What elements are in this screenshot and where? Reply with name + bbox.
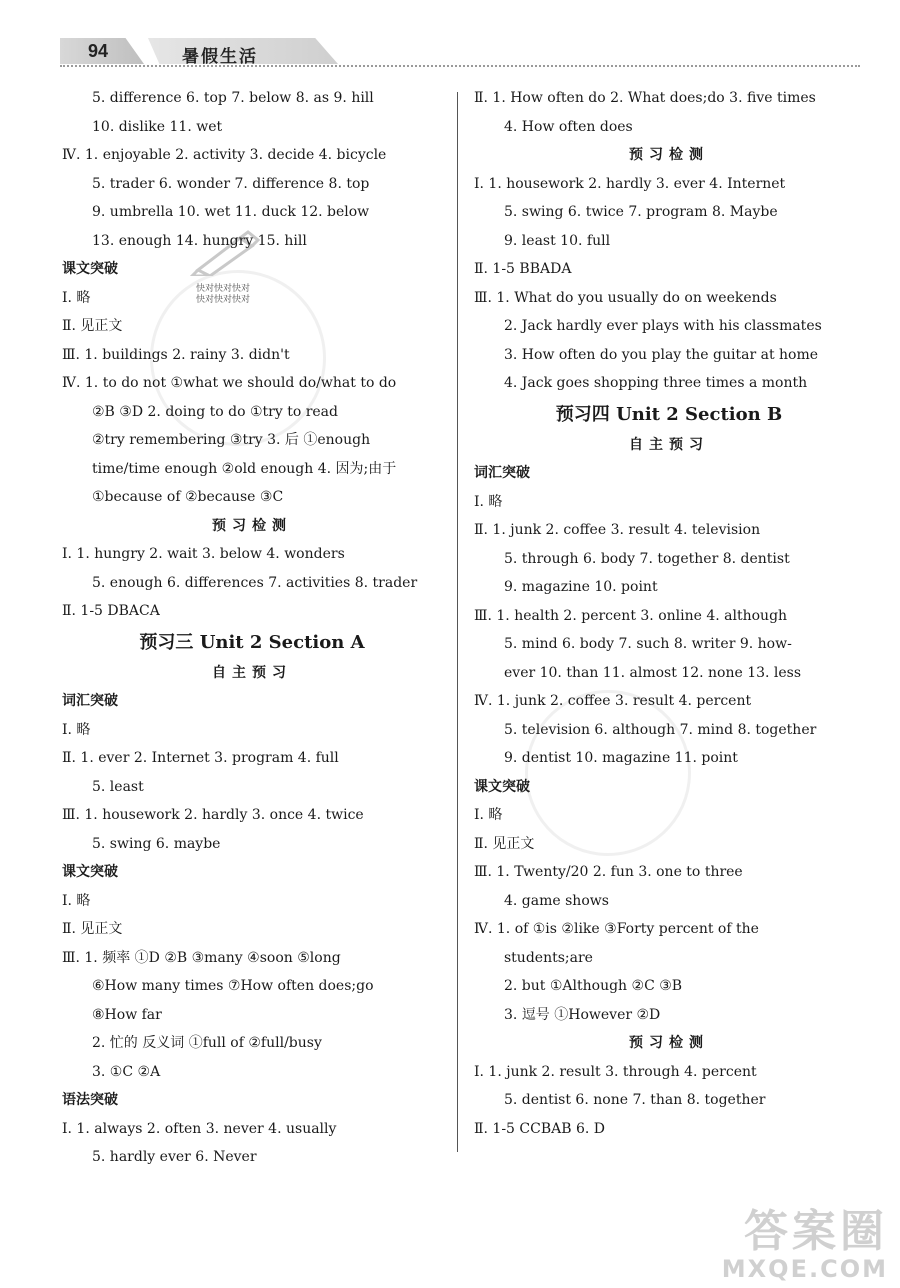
page-number: 94 <box>88 41 109 61</box>
subsection-heading: 预习检测 <box>212 517 292 534</box>
answer-line: Ⅱ. 1. ever 2. Internet 3. program 4. full <box>62 750 339 766</box>
answer-line: Ⅱ. 1. junk 2. coffee 3. result 4. television <box>474 522 761 538</box>
answer-line: Ⅲ. 1. 频率 ①D ②B ③many ④soon ⑤long <box>62 949 341 966</box>
answer-line: Ⅰ. 1. housework 2. hardly 3. ever 4. Internet <box>474 175 786 192</box>
answer-line: Ⅰ. 略 <box>474 493 503 510</box>
answer-line: 5. least <box>92 778 144 795</box>
answer-line: 13. enough 14. hungry 15. hill <box>92 232 307 249</box>
answer-line: Ⅲ. 1. What do you usually do on weekends <box>474 289 777 306</box>
answer-line: Ⅰ. 略 <box>62 721 91 738</box>
watermark-logo-text: 答案圈 <box>744 1206 888 1257</box>
answer-line: Ⅰ. 1. always 2. often 3. never 4. usually <box>62 1120 337 1137</box>
answer-line: Ⅳ. 1. junk 2. coffee 3. result 4. percent <box>474 693 752 709</box>
answer-line: Ⅳ. 1. to do not ①what we should do/what to do <box>62 375 397 391</box>
section-label: 课文突破 <box>474 778 530 795</box>
page-header <box>60 38 860 68</box>
answer-line: Ⅱ. 1-5 BBADA <box>474 261 572 277</box>
answer-line: ⑥How many times ⑦How often does;go <box>92 978 374 994</box>
answer-line: 2. but ①Although ②C ③B <box>504 978 683 994</box>
answer-line: ⑧How far <box>92 1006 162 1023</box>
site-watermark <box>722 1208 888 1282</box>
section-label: 词汇突破 <box>474 465 530 481</box>
answer-line: 4. Jack goes shopping three times a month <box>504 375 808 391</box>
section-label: 词汇突破 <box>62 693 118 709</box>
answer-line: time/time enough ②old enough 4. 因为;由于 <box>92 460 397 477</box>
unit-title: 预习三 Unit 2 Section A <box>139 631 365 653</box>
answer-line: Ⅳ. 1. enjoyable 2. activity 3. decide 4. bicycle <box>62 147 387 163</box>
answer-line: Ⅱ. 1-5 DBACA <box>62 603 160 619</box>
book-title: 暑假生活 <box>182 47 258 67</box>
subsection-heading: 自主预习 <box>629 436 709 453</box>
answer-line: 5. through 6. body 7. together 8. dentist <box>504 550 790 567</box>
answer-line: 9. umbrella 10. wet 11. duck 12. below <box>92 204 370 220</box>
answer-line: ever 10. than 11. almost 12. none 13. less <box>504 664 802 681</box>
right-column <box>474 84 864 1143</box>
section-label: 语法突破 <box>62 1092 118 1108</box>
answer-line: ②try remembering ③try 3. 后 ①enough <box>92 432 371 448</box>
unit-title: 预习四 Unit 2 Section B <box>555 403 783 425</box>
answer-line: 5. difference 6. top 7. below 8. as 9. hill <box>92 90 374 106</box>
answer-line: Ⅰ. 1. hungry 2. wait 3. below 4. wonders <box>62 546 345 562</box>
header-rule <box>60 65 860 67</box>
answer-line: 5. swing 6. maybe <box>92 835 221 852</box>
answer-line: Ⅱ. 1. How often do 2. What does;do 3. five times <box>474 90 816 106</box>
answer-line: Ⅰ. 略 <box>62 892 91 909</box>
subsection-heading: 预习检测 <box>629 1035 709 1051</box>
watermark-url: MXQE.COM <box>721 1255 888 1283</box>
answer-line: Ⅱ. 见正文 <box>62 318 123 334</box>
subsection-heading: 预习检测 <box>629 147 709 163</box>
answer-line: Ⅰ. 略 <box>474 807 503 823</box>
column-divider <box>457 92 458 1152</box>
answer-line: 3. How often do you play the guitar at home <box>504 346 819 363</box>
section-label: 课文突破 <box>62 261 118 277</box>
answer-line: 2. 忙的 反义词 ①full of ②full/busy <box>92 1035 322 1051</box>
answer-line: 4. How often does <box>504 118 633 135</box>
answer-line: 5. television 6. although 7. mind 8. together <box>504 721 817 738</box>
answer-line: Ⅲ. 1. Twenty/20 2. fun 3. one to three <box>474 864 743 880</box>
section-label: 课文突破 <box>62 864 118 880</box>
answer-line: 5. dentist 6. none 7. than 8. together <box>504 1092 766 1108</box>
answer-line: Ⅱ. 1-5 CCBAB 6. D <box>474 1120 606 1137</box>
subsection-heading: 自主预习 <box>212 664 292 681</box>
stamp-note-line: 快对快对快对 <box>196 295 251 305</box>
answer-line: Ⅰ. 略 <box>62 289 91 306</box>
answer-line: 9. dentist 10. magazine 11. point <box>504 750 738 766</box>
answer-line: 3. 逗号 ①However ②D <box>504 1006 661 1023</box>
left-column <box>62 84 442 1172</box>
answer-line: 9. magazine 10. point <box>504 579 658 595</box>
answer-line: 5. trader 6. wonder 7. difference 8. top <box>92 175 370 192</box>
answer-line: Ⅱ. 见正文 <box>62 921 123 937</box>
stamp-note-line: 快对快对快对 <box>196 284 251 294</box>
answer-line: 4. game shows <box>504 892 609 909</box>
answer-line: 9. least 10. full <box>504 232 611 249</box>
answer-line: Ⅱ. 见正文 <box>474 835 535 852</box>
answer-line: Ⅲ. 1. buildings 2. rainy 3. didn't <box>62 346 290 363</box>
answer-line: Ⅲ. 1. health 2. percent 3. online 4. although <box>474 607 788 624</box>
answer-line: 3. ①C ②A <box>92 1063 161 1080</box>
answer-line: Ⅲ. 1. housework 2. hardly 3. once 4. twice <box>62 807 364 823</box>
answer-line: 10. dislike 11. wet <box>92 118 223 135</box>
answer-line: ①because of ②because ③C <box>92 489 284 505</box>
answer-line: 5. swing 6. twice 7. program 8. Maybe <box>504 204 778 220</box>
answer-line: ②B ③D 2. doing to do ①try to read <box>92 403 338 420</box>
answer-line: 2. Jack hardly ever plays with his classmates <box>504 318 822 334</box>
answer-line: students;are <box>504 949 593 966</box>
answer-line: 5. mind 6. body 7. such 8. writer 9. how- <box>504 636 792 652</box>
answer-line: 5. enough 6. differences 7. activities 8. trader <box>92 574 418 591</box>
answer-line: Ⅳ. 1. of ①is ②like ③Forty percent of the <box>474 921 759 937</box>
answer-line: 5. hardly ever 6. Never <box>92 1149 257 1165</box>
answer-line: Ⅰ. 1. junk 2. result 3. through 4. percent <box>474 1063 757 1080</box>
